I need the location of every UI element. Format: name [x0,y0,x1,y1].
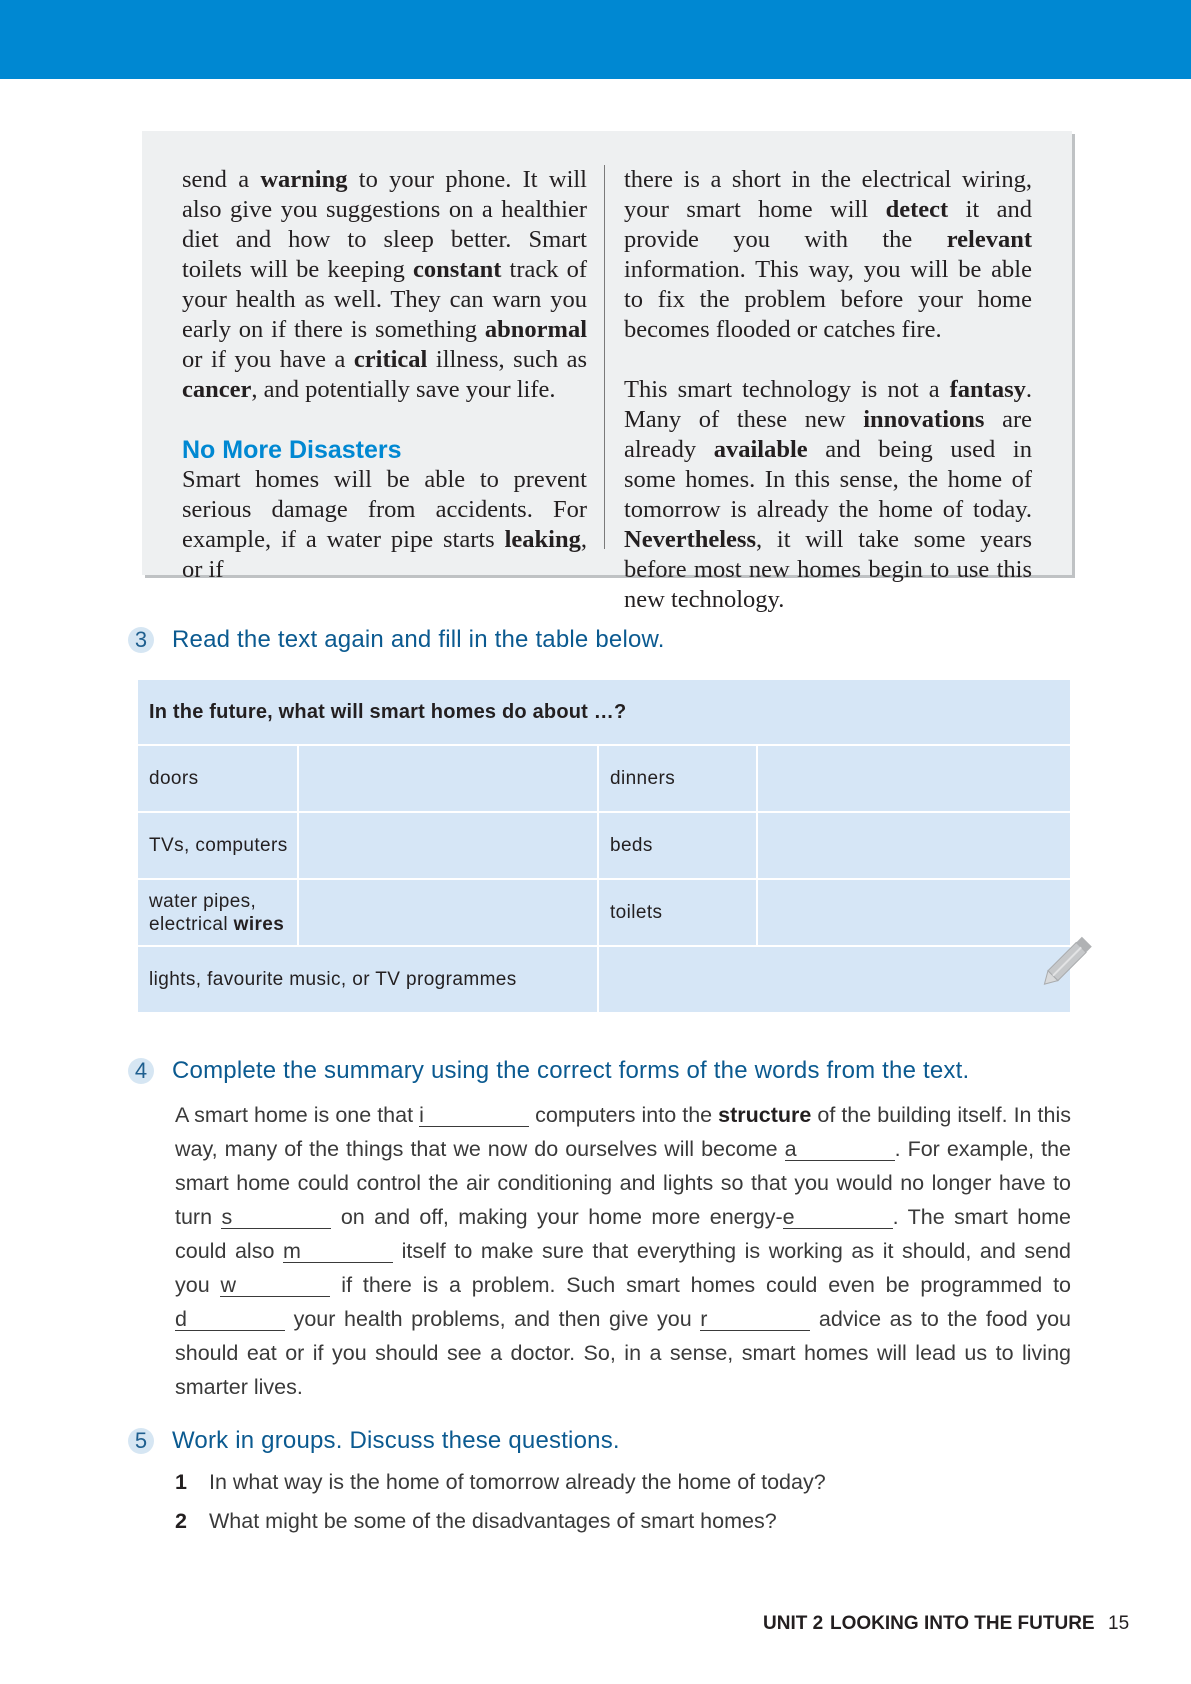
vocab-word: cancer [182,376,252,403]
text-run: to your phone. It will also give you suggestions on a healthier diet and how to sleep better. Smart toilets will be keeping [182,166,587,283]
answer-blank[interactable]: w [220,1274,330,1297]
exercise-title: Work in groups. Discuss these questions. [172,1427,620,1454]
text-run: or if you have a [182,346,354,373]
exercise-3-heading [128,626,665,654]
summary-text [175,1098,1071,1404]
vocab-word: fantasy [949,376,1026,403]
exercise-number-badge: 4 [128,1058,154,1084]
text-run: itself to make sure that everything is working as it should, and send you [175,1239,1071,1297]
vocab-word: structure [718,1103,812,1127]
text-run: This smart technology is not a [624,376,950,403]
text-run: . The smart home could also [175,1205,1071,1263]
table-answer-cell[interactable] [758,746,1070,811]
table-answer-cell[interactable] [758,813,1070,878]
text-run: . For example, the smart home could control the air conditioning and lights so that you would no longer have to turn [175,1137,1071,1229]
table-label-cell: TVs, computers [138,813,297,878]
answer-blank[interactable]: i [419,1104,529,1127]
vocab-word: Nevertheless [624,526,756,553]
discussion-question [175,1470,826,1495]
vocab-word: relevant [946,226,1032,253]
reading-paragraph [624,375,1032,615]
vocab-word: available [713,436,808,463]
table-label-line [149,913,284,936]
vocab-word: innovations [863,406,985,433]
table-label-bold: wires [233,913,285,935]
vocab-word: constant [412,256,502,283]
text-run: , or if [182,526,587,583]
text-run: send a [182,166,261,193]
text-run: there is a short in the electrical wiring, your smart home will [624,166,1032,223]
question-number: 1 [175,1470,187,1494]
reading-paragraph [624,165,1032,345]
text-run: , it will take some years before most new homes begin to use this new technology. [624,526,1032,613]
table-answer-cell[interactable] [299,746,597,811]
question-text: What might be some of the disadvantages of smart homes? [209,1509,777,1533]
vocab-word: abnormal [484,316,587,343]
text-run: are already [624,406,1032,463]
table-label-cell: doors [138,746,297,811]
text-run: illness, such as [427,346,588,373]
text-run: track of your health as well. They can warn you early on if there is something [182,256,587,343]
reading-column-left [182,165,587,585]
answer-blank[interactable]: r [700,1308,810,1331]
table-label-cell: toilets [599,880,756,945]
text-run: if there is a problem. Such smart homes could even be programmed to [330,1273,1071,1297]
question-text: In what way is the home of tomorrow already the home of today? [209,1470,826,1494]
table-answer-cell[interactable] [599,947,1070,1012]
text-run: of the building itself. In this way, many of the things that we now do ourselves will become [175,1103,1071,1161]
text-run: your health problems, and then give you [285,1307,701,1331]
exercise-number-badge: 5 [128,1428,154,1454]
table-answer-cell[interactable] [299,813,597,878]
exercise-5-heading [128,1427,620,1455]
reading-paragraph [182,465,587,585]
exercise-title: Complete the summary using the correct forms of the words from the text. [172,1057,970,1084]
answer-blank[interactable]: s [221,1206,331,1229]
table-label-cell: dinners [599,746,756,811]
exercise-4-heading [128,1057,969,1085]
text-run: it and provide you with the [624,196,1032,253]
table-header: In the future, what will smart homes do about …? [138,680,1070,744]
exercise-title: Read the text again and fill in the table below. [172,626,665,653]
vocab-word: warning [260,166,348,193]
answer-blank[interactable]: m [283,1240,393,1263]
reading-column-right [624,165,1032,615]
section-subheading: No More Disasters [182,436,402,464]
answer-blank[interactable]: e [783,1206,893,1229]
footer-title: LOOKING INTO THE FUTURE [830,1613,1095,1634]
text-run: advice as to the food you should eat or if you should see a doctor. So, in a sense, smart homes will lead us to living smarter lives. [175,1307,1071,1399]
table-label-text: electrical [149,913,234,935]
footer-unit: UNIT 2 [763,1613,824,1634]
question-number: 2 [175,1509,187,1533]
summary-paragraph [175,1098,1071,1404]
vocab-word: critical [353,346,428,373]
table-label-cell: lights, favourite music, or TV programmes [138,947,597,1012]
text-run: computers into the [529,1103,719,1127]
answer-blank[interactable]: a [785,1138,895,1161]
reading-paragraph [182,165,587,405]
reading-passage-box [142,131,1072,613]
table-answer-cell[interactable] [299,880,597,945]
exercise-number-badge: 3 [128,627,154,653]
text-run: , and potentially save your life. [251,376,556,403]
text-run: A smart home is one that [175,1103,420,1127]
table-label-cell [138,880,297,945]
table-label-cell: beds [599,813,756,878]
text-run: Smart homes will be able to prevent serious damage from accidents. For example, if a water pipe starts [182,466,587,553]
table-label-line: water pipes, [149,890,257,912]
top-banner [0,0,1191,79]
answer-blank[interactable]: d [175,1308,285,1331]
text-run: and being used in some homes. In this sense, the home of tomorrow is already the home of today. [624,436,1032,523]
text-run: information. This way, you will be able to fix the problem before your home becomes flooded or catches fire. [624,256,1032,343]
column-divider [604,165,605,549]
page-number: 15 [1108,1613,1130,1634]
vocab-word: leaking [504,526,581,553]
text-run: on and off, making your home more energy- [331,1205,783,1229]
table-answer-cell[interactable] [758,880,1070,945]
discussion-question [175,1509,777,1534]
vocab-word: detect [885,196,949,223]
pencil-icon [1042,928,1102,988]
text-run: . Many of these new [624,376,1032,433]
